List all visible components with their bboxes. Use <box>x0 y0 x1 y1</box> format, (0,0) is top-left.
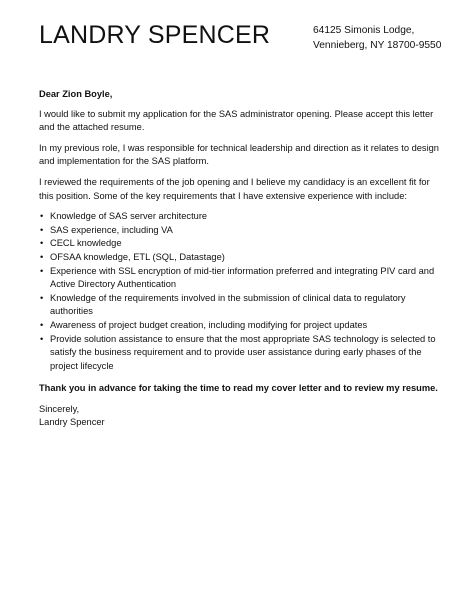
address-line-2: Vennieberg, NY 18700-9550 <box>313 39 442 51</box>
paragraph-previous-role: In my previous role, I was responsible for technical leadership and direction as it relates to design and implementation for the SAS platform. <box>39 142 439 167</box>
paragraph-requirements-intro: I reviewed the requirements of the job opening and I believe my candidacy is an excellent fit for this position. Some of the key requirements that I have extensive experience with include: <box>39 176 430 201</box>
signature-name: Landry Spencer <box>39 417 105 428</box>
greeting: Dear Zion Boyle, <box>39 89 113 99</box>
list-item: • Provide solution assistance to ensure that the most appropriate SAS technology is selected to satisfy the business requirement and to provide user assistance during early phases of the project lifecycle <box>39 333 439 374</box>
applicant-address <box>313 24 441 53</box>
requirements-list <box>39 210 439 373</box>
list-item: • OFSAA knowledge, ETL (SQL, Datastage) <box>39 251 439 265</box>
paragraph-intro: I would like to submit my application for the SAS administrator opening. Please accept this letter and the attached resume. <box>39 108 434 133</box>
closing-statement: Thank you in advance for taking the time to read my cover letter and to review my resume. <box>39 383 438 394</box>
list-item: • Knowledge of SAS server architecture <box>39 210 439 224</box>
list-item: • Experience with SSL encryption of mid-tier information preferred and integrating PIV card and Active Directory Authentication <box>39 265 439 292</box>
signoff: Sincerely, <box>39 403 80 414</box>
list-item: • SAS experience, including VA <box>39 224 439 238</box>
list-item: • CECL knowledge <box>39 237 439 251</box>
address-line-1: 64125 Simonis Lodge, <box>313 25 415 36</box>
list-item: • Knowledge of the requirements involved in the submission of clinical data to regulatory authorities <box>39 292 439 319</box>
letter-body <box>39 88 439 430</box>
list-item: • Awareness of project budget creation, including modifying for project updates <box>39 319 439 333</box>
applicant-name: LANDRY SPENCER <box>39 21 271 49</box>
